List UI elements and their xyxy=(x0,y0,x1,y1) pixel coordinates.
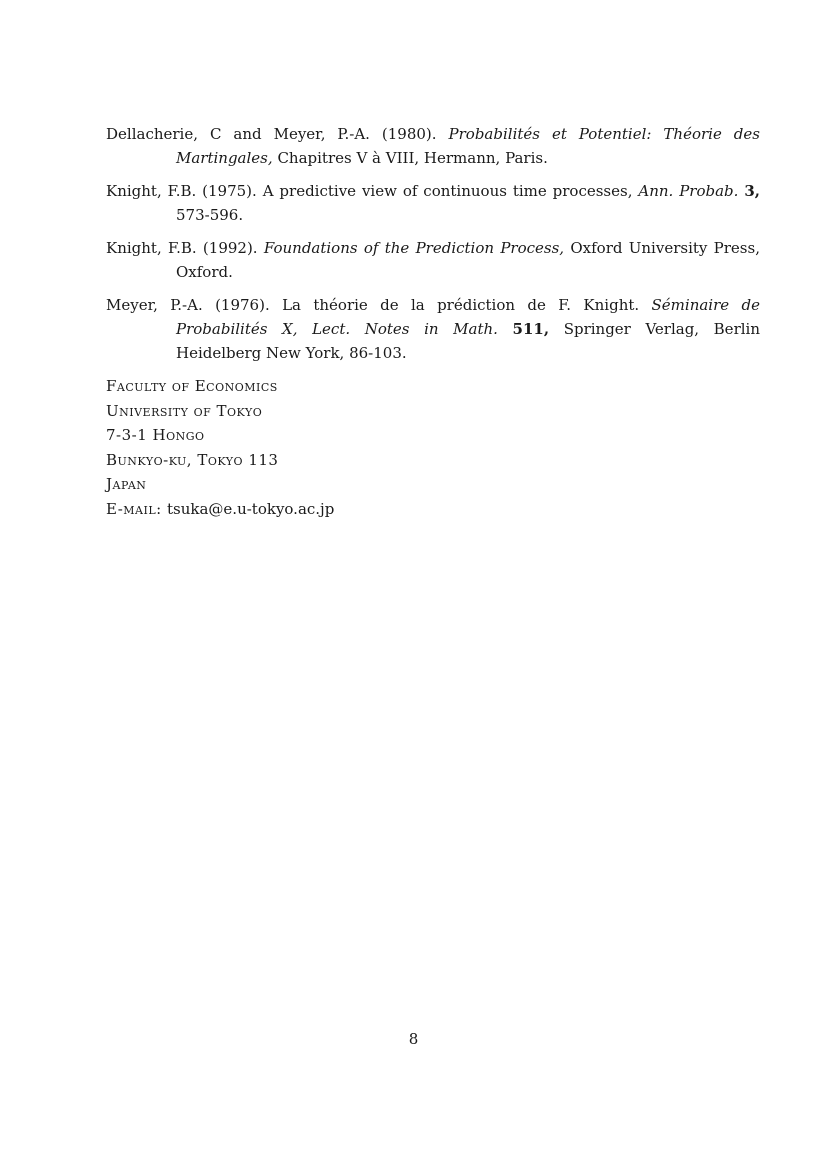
reference-authors: Meyer, P.-A. (1976). xyxy=(106,296,270,314)
reference-pages: 573-596. xyxy=(176,206,244,224)
reference-journal: Ann. Probab. xyxy=(638,182,739,200)
reference-item xyxy=(106,293,760,365)
address-city: Bunkyo-ku, Tokyo 113 xyxy=(106,450,279,469)
email-address[interactable]: tsuka@e.u-tokyo.ac.jp xyxy=(167,499,335,518)
address-faculty: Faculty of Economics xyxy=(106,377,278,395)
reference-journal: Séminaire de Probabilités X, Lect. Notes in Math. xyxy=(176,296,760,338)
reference-item xyxy=(106,179,760,227)
reference-title: Foundations of the Prediction Process, xyxy=(263,239,565,257)
reference-volume: 3, xyxy=(744,182,760,200)
address-street: 7-3-1 Hongo xyxy=(106,426,205,444)
reference-authors: Knight, F.B. (1992). xyxy=(106,239,258,257)
reference-title: Probabilités et Potentiel: Théorie des Martingales, xyxy=(176,125,760,167)
reference-authors: Dellacherie, C and Meyer, P.-A. (1980). xyxy=(106,125,437,143)
reference-item xyxy=(106,236,760,284)
reference-volume: 511, xyxy=(512,320,550,338)
reference-details: Springer Verlag, Berlin Heidelberg New York, 86-103. xyxy=(176,320,760,362)
reference-title: La théorie de la prédiction de F. Knight. xyxy=(282,296,640,314)
reference-details: Oxford University Press, Oxford. xyxy=(176,239,760,281)
address-email-line xyxy=(106,497,334,522)
address-country: Japan xyxy=(106,475,147,493)
reference-authors: Knight, F.B. (1975). xyxy=(106,182,257,200)
reference-list xyxy=(106,122,760,374)
address-university: University of Tokyo xyxy=(106,401,263,420)
page-number: 8 xyxy=(408,1030,419,1048)
reference-details: Chapitres V à VIII, Hermann, Paris. xyxy=(277,149,548,167)
reference-title: A predictive view of continuous time processes, xyxy=(262,182,633,200)
email-label: E-mail: xyxy=(106,499,162,518)
author-address xyxy=(106,374,334,521)
reference-item xyxy=(106,122,760,170)
